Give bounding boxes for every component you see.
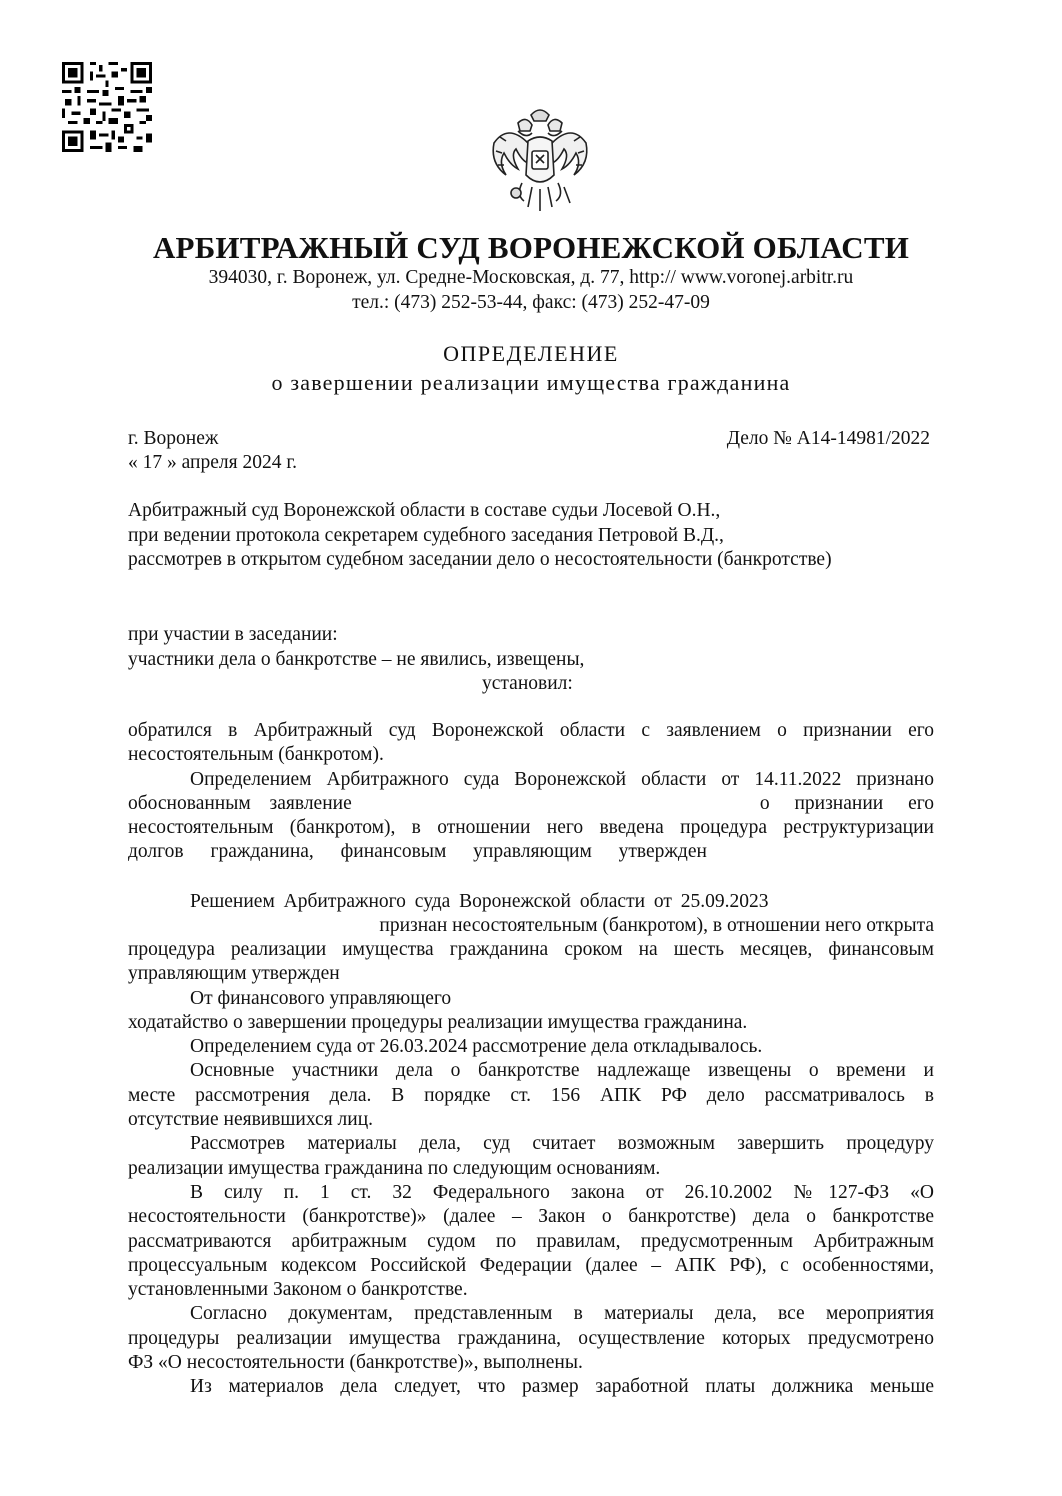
body-line: В силу п. 1 ст. 32 Федерального закона от 26.10.2002 №127-ФЗ «О — [190, 1181, 934, 1203]
document-subtitle: о завершении реализации имущества гражданина — [271, 370, 791, 395]
participation-line: при участии в заседании: — [128, 624, 338, 645]
body-line: ходатайство о завершении процедуры реализации имущества гражданина. — [128, 1011, 748, 1033]
court-phones: тел.: (473) 252-53-44, факс: (473) 252-47-09 — [352, 292, 710, 313]
body-line: Основные участники дела о банкротстве надлежаще извещены о времени и — [190, 1060, 934, 1082]
body-line: установленными Законом о банкротстве. — [128, 1279, 468, 1301]
body-line-part: о признании его — [759, 792, 934, 814]
body-line: рассматриваются арбитражным судом по правилам, предусмотренным Арбитражным — [128, 1230, 934, 1252]
court-name: АРБИТРАЖНЫЙ СУД ВОРОНЕЖСКОЙ ОБЛАСТИ — [152, 230, 910, 265]
qr-code-icon — [62, 62, 152, 152]
case-number: Дело № А14-14981/2022 — [726, 428, 930, 449]
body-line: несостоятельным (банкротом), в отношении него введена процедура реструктуризации — [128, 817, 934, 839]
established-heading: установил: — [482, 673, 573, 694]
city: г. Воронеж — [128, 428, 219, 449]
body-paragraph — [128, 938, 934, 1400]
body-line: несостоятельным (банкротом). — [128, 744, 384, 766]
document-title: ОПРЕДЕЛЕНИЕ — [443, 341, 619, 366]
body-line: Определением суда от 26.03.2024 рассмотрение дела откладывалось. — [190, 1036, 763, 1058]
intro-line: при ведении протокола секретарем судебного заседания Петровой В.Д., — [128, 525, 724, 546]
body-line: месте рассмотрения дела. В порядке ст. 156 АПК РФ дело рассматривалось в — [128, 1084, 934, 1106]
decision-date: « 17 » апреля 2024 г. — [128, 452, 297, 473]
body-line-split — [128, 792, 934, 816]
body-line-part: обоснованным заявление — [128, 792, 352, 814]
intro-line: Арбитражный суд Воронежской области в составе судьи Лосевой О.Н., — [128, 500, 721, 521]
body-line: процессуальным кодексом Российской Федерации (далее – АПК РФ), с особенностями, — [128, 1254, 934, 1276]
body-line: Рассмотрев материалы дела, суд считает возможным завершить процедуру — [190, 1133, 934, 1155]
body-line: отсутствие неявившихся лиц. — [128, 1109, 374, 1131]
body-line: несостоятельности (банкротстве)» (далее – Закон о банкротстве) дела о банкротстве — [128, 1206, 934, 1228]
body-line: ФЗ «О несостоятельности (банкротстве)», выполнены. — [128, 1352, 583, 1374]
body-line: реализации имущества гражданина по следующим основаниям. — [128, 1157, 661, 1179]
participation-line: участники дела о банкротстве – не явились, извещены, — [128, 649, 585, 670]
body-line: Определением Арбитражного суда Воронежской области от 14.11.2022 признано — [190, 768, 934, 790]
body-line: От финансового управляющего — [190, 987, 452, 1009]
body-line: процедуры реализации имущества гражданина, осуществление которых предусмотрено — [128, 1327, 934, 1349]
body-line: обратился в Арбитражный суд Воронежской области с заявлением о признании его — [128, 720, 934, 741]
body-line: признан несостоятельным (банкротом), в отношении него открыта — [379, 915, 934, 936]
body-line: управляющим утвержден — [128, 963, 340, 985]
body-line: Согласно документам, представленным в материалы дела, все мероприятия — [190, 1303, 934, 1325]
body-line: процедура реализации имущества гражданина сроком на шесть месяцев, финансовым — [128, 939, 934, 960]
court-address: 394030, г. Воронеж, ул. Средне-Московская, д. 77, http:// www.voronej.arbitr.ru — [208, 267, 854, 288]
intro-line: рассмотрев в открытом судебном заседании дело о несостоятельности (банкротстве) — [128, 549, 832, 570]
body-paragraph — [128, 719, 934, 865]
body-line: Из материалов дела следует, что размер заработной платы должника меньше — [190, 1376, 934, 1398]
coat-of-arms-emblem — [488, 103, 592, 215]
body-line: Решением Арбитражного суда Воронежской области от 25.09.2023 — [190, 891, 769, 912]
body-line: долгов гражданина, финансовым управляющим утвержден — [128, 841, 707, 863]
